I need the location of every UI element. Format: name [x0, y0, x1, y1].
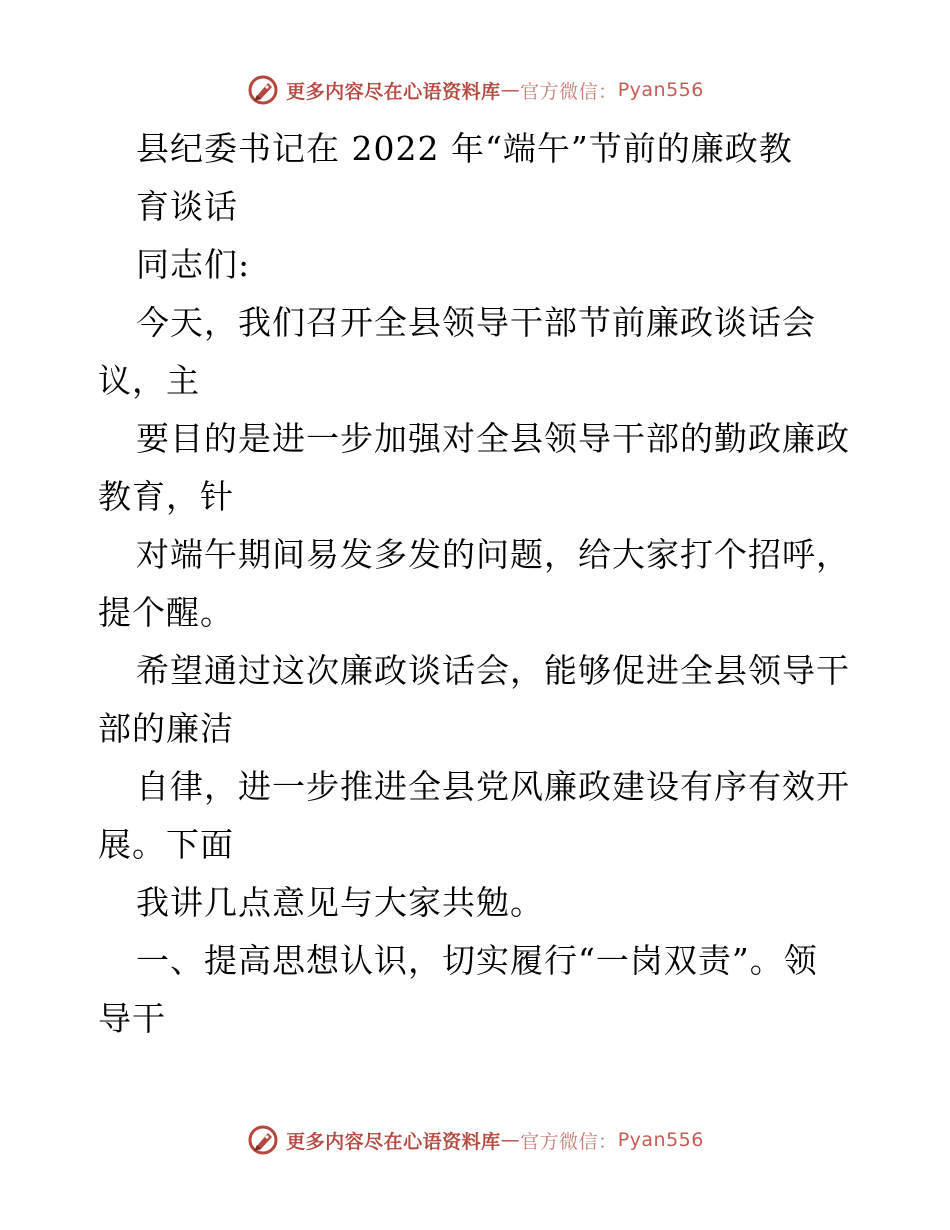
paragraph-line: 今天，我们召开全县领导干部节前廉政谈话会 [136, 303, 816, 342]
paragraph-line: 要目的是进一步加强对全县领导干部的勤政廉政 [136, 419, 850, 458]
banner-official-text: 官方微信： [520, 1130, 618, 1153]
paragraph-line: 对端午期间易发多发的问题，给大家打个招呼， [136, 535, 850, 574]
paragraph-line: 部的廉洁 [98, 709, 234, 748]
paragraph-line: 展。下面 [98, 825, 234, 864]
banner-official-text: 官方微信： [520, 80, 618, 103]
paragraph-line: 教育，针 [98, 477, 234, 516]
banner-main-text: 更多内容尽在心语资料库 [286, 1130, 501, 1153]
footer-banner [0, 1120, 950, 1160]
paragraph-line: 导干 [98, 999, 166, 1038]
banner-wechat-id: Pyan556 [617, 79, 704, 101]
section-heading-line: 一、提高思想认识，切实履行“一岗双责”。领 [136, 941, 818, 980]
document-body [98, 120, 858, 1048]
pen-nib-logo-icon [246, 73, 280, 107]
banner-wechat-id: Pyan556 [617, 1129, 704, 1151]
banner-dash: — [500, 1129, 521, 1151]
header-banner [0, 70, 950, 110]
salutation: 同志们: [136, 245, 251, 284]
banner-dash: — [500, 79, 521, 101]
title-line-1: 县纪委书记在 2022 年“端午”节前的廉政教 [136, 129, 793, 168]
banner-main-text: 更多内容尽在心语资料库 [286, 80, 501, 103]
pen-nib-logo-icon [246, 1123, 280, 1157]
paragraph-line: 希望通过这次廉政谈话会，能够促进全县领导干 [136, 651, 850, 690]
paragraph-line: 提个醒。 [98, 593, 234, 632]
title-line-2: 育谈话 [136, 187, 238, 226]
paragraph-line: 我讲几点意见与大家共勉。 [136, 883, 544, 922]
paragraph-line: 议，主 [98, 361, 200, 400]
paragraph-line: 自律，进一步推进全县党风廉政建设有序有效开 [136, 767, 850, 806]
